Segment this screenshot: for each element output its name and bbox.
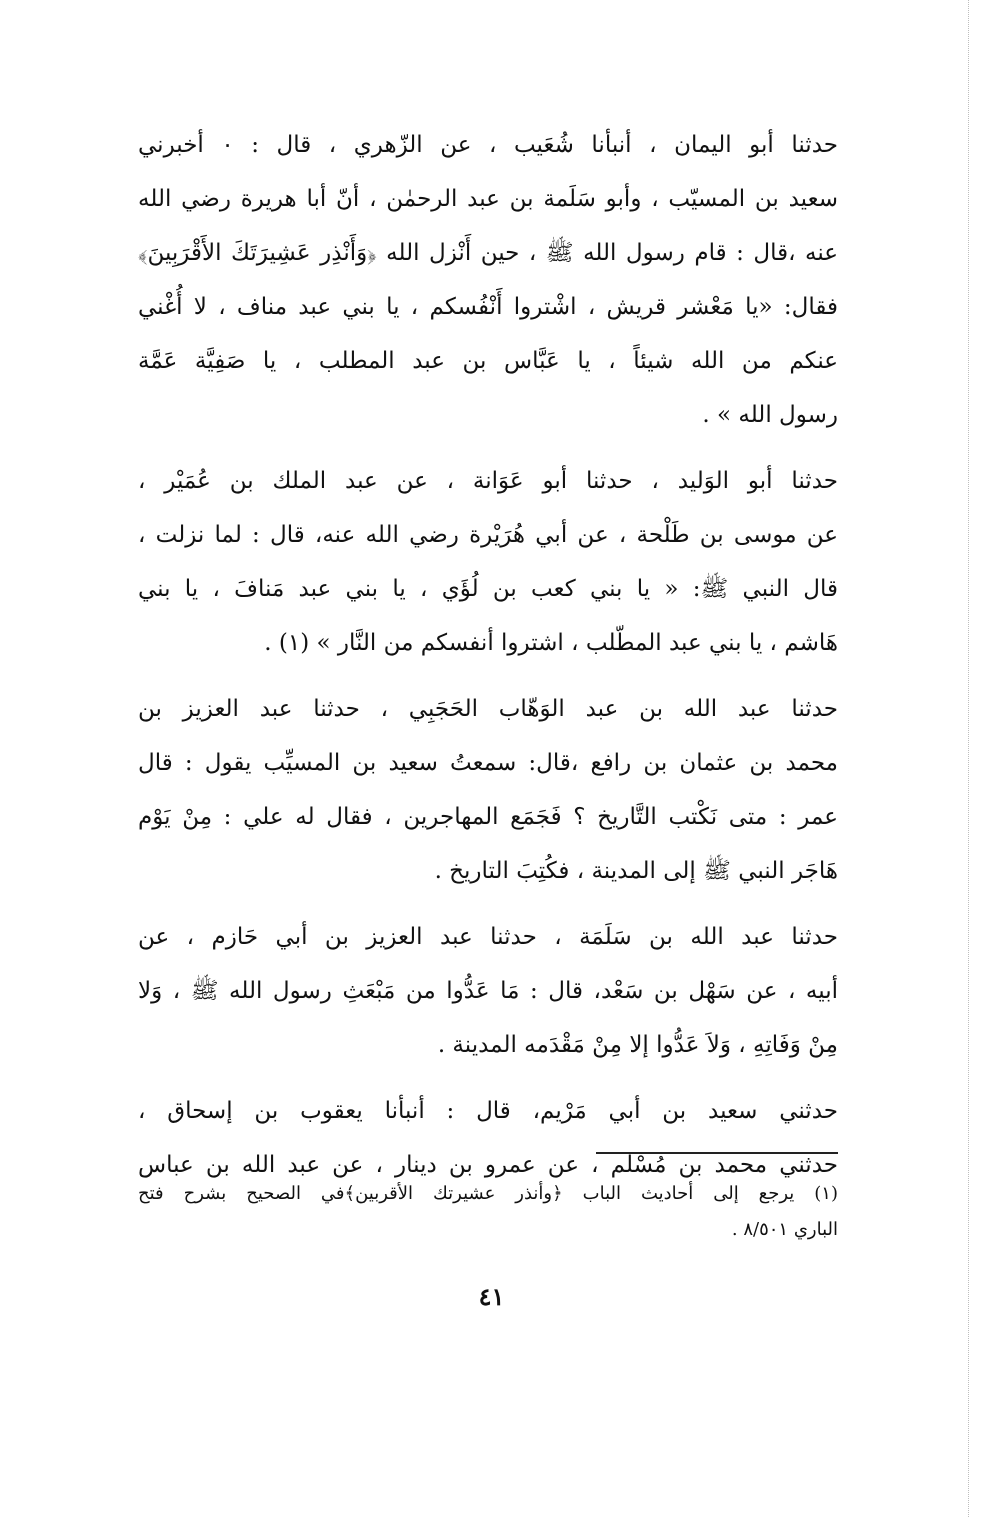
paragraph-2 xyxy=(138,454,838,670)
main-text xyxy=(138,118,838,1204)
text-line: عنه ،قال : قام رسول الله ﷺ ، حين أَنْزل الله ﴿وَأَنْذِر عَشِيرَتَكَ الأَقْرَبِينَ﴾ xyxy=(138,240,838,266)
text-line: محمد بن عثمان بن رافع ،قال: سمعتُ سعيد بن المسيِّب يقول : قال xyxy=(138,750,838,776)
text-line: هَاجَر النبي ﷺ إلى المدينة ، فكُتِبَ التاريخ . xyxy=(434,858,838,884)
text-line: حدثنا أبو اليمان ، أنبأنا شُعَيب ، عن الزّهري ، قال : ٠ أخبرني xyxy=(138,132,838,158)
text-line: قال النبي ﷺ: « يا بني كعب بن لُؤَي ، يا بني عبد مَنافَ ، يا بني xyxy=(138,576,838,602)
text-line: فقال: «يا مَعْشر قريش ، اشْتروا أَنْفُسكم ، يا بني عبد مناف ، لا أُغْني xyxy=(138,294,838,320)
text-line: عنكم من الله شيئاً ، يا عَبَّاس بن عبد المطلب ، يا صَفِيَّة عَمَّة xyxy=(138,348,838,374)
text-line: رسول الله » . xyxy=(702,402,838,428)
text-line: حدثنا عبد الله بن سَلَمَة ، حدثنا عبد العزيز بن أبي حَازم ، عن xyxy=(138,924,838,950)
text-line: حدثنا أبو الوَليد ، حدثنا أبو عَوَانة ، عن عبد الملك بن عُمَيْر ، xyxy=(138,468,838,494)
paragraph-1 xyxy=(138,118,838,442)
text-line: عمر : متى نَكْتب التَّاريخ ؟ فَجَمَع المهاجرين ، فقال له علي : مِنْ يَوْم xyxy=(138,804,838,830)
page-number: ٤١ xyxy=(478,1282,505,1311)
text-line: حدثني محمد بن مُسْلم ، عن عمرو بن دينار ، عن عبد الله بن عباس xyxy=(138,1152,838,1178)
paragraph-3 xyxy=(138,682,838,898)
paragraph-4 xyxy=(138,910,838,1072)
text-line: هَاشم ، يا بني عبد المطّلب ، اشتروا أنفسكم من النَّار » (١) . xyxy=(264,630,838,656)
text-line: عن موسى بن طَلْحة ، عن أبي هُرَيْرة رضي الله عنه، قال : لما نزلت ، xyxy=(138,522,838,548)
text-line: حدثنا عبد الله بن عبد الوَهّاب الحَجَبِي ، حدثنا عبد العزيز بن xyxy=(138,696,838,722)
text-line: مِنْ وَفَاتِهِ ، وَلاَ عَدُّوا إلا مِنْ مَقْدَمه المدينة . xyxy=(437,1032,838,1058)
footnote xyxy=(138,1176,838,1248)
footnote-line: الباري ٨/٥٠١ . xyxy=(731,1219,838,1240)
text-line: سعيد بن المسيّب ، وأبو سَلَمة بن عبد الرحمٰن ، أنّ أبا هريرة رضي الله xyxy=(138,186,838,212)
footnote-separator xyxy=(596,1152,838,1154)
text-line: أبيه ، عن سَهْل بن سَعْد، قال : مَا عَدُّوا من مَبْعَثِ رسول الله ﷺ ، وَلا xyxy=(138,978,838,1004)
text-line: حدثني سعيد بن أبي مَرْيم، قال : أنبأنا يعقوب بن إسحاق ، xyxy=(138,1098,838,1124)
footnote-line: (١) يرجع إلى أحاديث الباب ﴿وأنذر عشيرتك الأقربين﴾في الصحيح بشرح فتح xyxy=(138,1183,838,1204)
